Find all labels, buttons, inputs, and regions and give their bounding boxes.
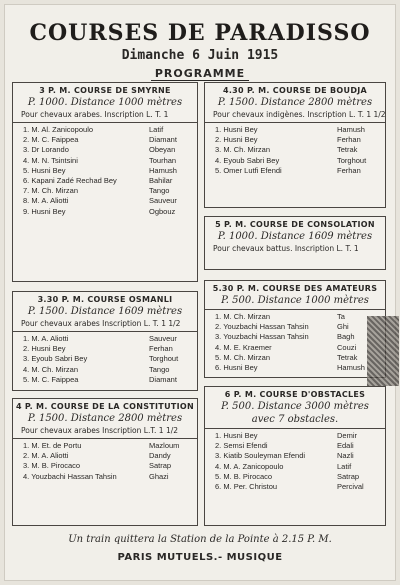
runner-horse: Bagh <box>337 332 355 342</box>
runner-owner: 5. M. B. Pirocaco <box>215 471 273 481</box>
postage-stamp <box>367 316 399 386</box>
runner-owner: 1. Husni Bey <box>215 125 258 134</box>
runner-horse: Latif <box>149 125 164 134</box>
runner-owner: 2. M. A. Aliotti <box>23 451 69 461</box>
race-consolation <box>204 216 386 270</box>
race-condition: Pour chevaux battus. Inscription L. T. 1 <box>213 244 359 253</box>
divider <box>205 428 385 429</box>
runner-owner: 7. M. Ch. Mirzan <box>23 186 79 196</box>
runner-horse: Satrap <box>337 471 360 481</box>
runner-horse: Ghi <box>337 322 349 332</box>
event-date: Dimanche 6 Juin 1915 <box>121 48 279 63</box>
runner-owner: 8. M. A. Aliotti <box>23 196 69 206</box>
race-distance: P. 1500. Distance 2800 mètres <box>27 413 183 424</box>
race-amateurs <box>204 280 386 378</box>
runner-row <box>211 363 379 373</box>
runner-row <box>211 431 379 441</box>
runner-list <box>205 312 385 373</box>
race-header: 6 P. M. COURSE D'OBSTACLES <box>224 390 366 399</box>
runner-row <box>211 156 379 166</box>
runner-row <box>211 451 379 461</box>
runner-row <box>19 145 191 155</box>
runner-row <box>211 353 379 363</box>
race-distance: P. 1000. Distance 1609 mètres <box>217 231 373 242</box>
runner-row <box>211 472 379 482</box>
runner-horse: Ghazi <box>149 471 169 481</box>
runner-horse: Latif <box>337 461 352 471</box>
race-header: 4.30 P. M. COURSE DE BOUDJA <box>222 86 368 95</box>
race-smyrne <box>12 82 198 282</box>
runner-row <box>211 332 379 342</box>
runner-horse: Sauveur <box>149 196 177 206</box>
runner-owner: 5. Husni Bey <box>23 165 66 175</box>
divider <box>13 122 197 123</box>
race-distance: P. 500. Distance 1000 mètres <box>221 295 369 306</box>
runner-row <box>19 196 191 206</box>
race-distance: P. 1000. Distance 1000 mètres <box>27 97 183 108</box>
runner-row <box>211 145 379 155</box>
runner-horse: Nazli <box>337 451 354 461</box>
runner-owner: 5. M. C. Faippea <box>23 374 79 384</box>
race-constitution <box>12 398 198 526</box>
runner-owner: 1. M. A. Aliotti <box>23 334 69 343</box>
runner-owner: 2. Husni Bey <box>23 344 66 354</box>
runner-horse: Tetrak <box>337 352 358 362</box>
runner-row <box>211 343 379 353</box>
runner-row <box>19 334 191 344</box>
runner-owner: 3. M. Ch. Mirzan <box>215 145 271 155</box>
runner-horse: Percival <box>337 482 364 492</box>
runner-row <box>211 166 379 176</box>
runner-row <box>211 462 379 472</box>
runner-owner: 5. Omer Lutfi Efendi <box>215 165 282 175</box>
runner-row <box>19 461 191 471</box>
runner-owner: 1. M. Ch. Mirzan <box>215 312 271 321</box>
race-condition: Pour chevaux arabes. Inscription L. T. 1 <box>21 110 169 119</box>
page-title: COURSES DE PARADISSO <box>29 20 371 46</box>
runner-list <box>13 334 197 385</box>
race-condition: Pour chevaux arabes Inscription L.T. 1 1/2 <box>21 426 179 435</box>
runner-horse: Mazloum <box>149 441 180 450</box>
race-distance: P. 1500. Distance 2800 mètres <box>217 97 373 108</box>
runner-owner: 6. M. Per. Christou <box>215 482 278 492</box>
runner-row <box>19 135 191 145</box>
train-notice: Un train quittera la Station de la Pointe à 2.15 P. M. <box>68 534 332 545</box>
runner-row <box>19 472 191 482</box>
runner-owner: 6. Kapani Zadé Rechad Bey <box>23 176 117 186</box>
race-condition: Pour chevaux arabes Inscription L. T. 1 1/2 <box>21 319 181 328</box>
runner-horse: Obeyan <box>149 145 176 155</box>
runner-row <box>19 176 191 186</box>
runner-horse: Couzi <box>337 342 357 352</box>
race-header: 5.30 P. M. COURSE DES AMATEURS <box>212 284 378 293</box>
runner-owner: 2. Semsi Efendi <box>215 441 268 451</box>
runner-row <box>19 125 191 135</box>
runner-row <box>211 135 379 145</box>
runner-horse: Ferhan <box>337 165 361 175</box>
runner-owner: 3. Youzbachi Hassan Tahsin <box>215 332 309 342</box>
runner-row <box>211 322 379 332</box>
runner-horse: Torghout <box>337 155 367 165</box>
runner-horse: Torghout <box>149 354 179 364</box>
divider <box>13 331 197 332</box>
runner-horse: Ogbouz <box>149 206 176 216</box>
runner-horse: Hamush <box>337 363 365 373</box>
runner-horse: Sauveur <box>149 334 177 343</box>
runner-row <box>211 125 379 135</box>
programme-heading: PROGRAMME <box>0 67 400 80</box>
runner-owner: 4. Eyoub Sabri Bey <box>215 155 280 165</box>
divider <box>13 438 197 439</box>
runner-horse: Dandy <box>149 451 171 461</box>
runner-owner: 4. M. N. Tsintsini <box>23 155 78 165</box>
race-header: 4 P. M. COURSE DE LA CONSTITUTION <box>15 402 194 411</box>
runner-list <box>205 125 385 176</box>
runner-horse: Edali <box>337 441 354 451</box>
runner-horse: Ferhan <box>149 344 173 354</box>
runner-horse: Diamant <box>149 374 177 384</box>
runner-row <box>19 156 191 166</box>
runner-row <box>19 441 191 451</box>
runner-horse: Diamant <box>149 135 177 145</box>
runner-owner: 6. Husni Bey <box>215 363 258 373</box>
runner-owner: 3. Dr Lorando <box>23 145 69 155</box>
runner-row <box>211 482 379 492</box>
runner-row <box>19 344 191 354</box>
runner-row <box>19 354 191 364</box>
runner-row <box>211 312 379 322</box>
runner-horse: Ferhan <box>337 135 361 145</box>
runner-owner: 9. Husni Bey <box>23 206 66 216</box>
race-distance: P. 500. Distance 3000 mètres <box>221 401 369 412</box>
runner-horse: Demir <box>337 431 357 440</box>
race-osmanli <box>12 291 198 391</box>
runner-owner: 2. Husni Bey <box>215 135 258 145</box>
runner-owner: 1. M. Et. de Portu <box>23 441 82 450</box>
race-obstacles <box>204 386 386 526</box>
runner-row <box>19 166 191 176</box>
runner-row <box>19 375 191 385</box>
runner-owner: 3. M. B. Pirocaco <box>23 461 81 471</box>
runner-horse: Tourhan <box>149 155 177 165</box>
runner-horse: Bahilar <box>149 176 173 186</box>
divider <box>205 309 385 310</box>
runner-list <box>205 431 385 492</box>
runner-list <box>13 441 197 482</box>
divider <box>205 122 385 123</box>
race-distance: P. 1500. Distance 1609 mètres <box>27 306 183 317</box>
runner-horse: Ta <box>337 312 345 321</box>
runner-owner: 4. M. A. Zanicopoulo <box>215 461 284 471</box>
race-header: 5 P. M. COURSE DE CONSOLATION <box>215 220 375 229</box>
runner-row <box>211 441 379 451</box>
race-condition: Pour chevaux indigènes. Inscription L. T. 1 1/2 <box>213 110 386 119</box>
mutuels-notice: PARIS MUTUELS.- MUSIQUE <box>117 552 283 563</box>
race-header: 3.30 P. M. COURSE OSMANLI <box>37 295 173 304</box>
runner-horse: Tetrak <box>337 145 358 155</box>
runner-owner: 4. Youzbachi Hassan Tahsin <box>23 471 117 481</box>
runner-horse: Tango <box>149 186 170 196</box>
runner-owner: 4. M. E. Kraemer <box>215 342 272 352</box>
runner-owner: 3. Kiatib Souleyman Efendi <box>215 451 306 461</box>
runner-owner: 1. M. Al. Zanicopoulo <box>23 125 94 134</box>
race-header: 3 P. M. COURSE DE SMYRNE <box>39 86 171 95</box>
runner-horse: Satrap <box>149 461 172 471</box>
runner-owner: 3. Eyoub Sabri Bey <box>23 354 88 364</box>
runner-owner: 2. M. C. Faippea <box>23 135 79 145</box>
runner-owner: 2. Youzbachi Hassan Tahsin <box>215 322 309 332</box>
runner-horse: Tango <box>149 364 170 374</box>
runner-owner: 1. Husni Bey <box>215 431 258 440</box>
race-boudja <box>204 82 386 208</box>
runner-row <box>19 186 191 196</box>
runner-list <box>13 125 197 217</box>
runner-row <box>19 365 191 375</box>
runner-row <box>19 207 191 217</box>
runner-owner: 4. M. Ch. Mirzan <box>23 364 79 374</box>
runner-owner: 5. M. Ch. Mirzan <box>215 352 271 362</box>
runner-horse: Hamush <box>149 165 177 175</box>
runner-row <box>19 451 191 461</box>
runner-horse: Hamush <box>337 125 365 134</box>
race-distance-note: avec 7 obstacles. <box>251 414 339 425</box>
